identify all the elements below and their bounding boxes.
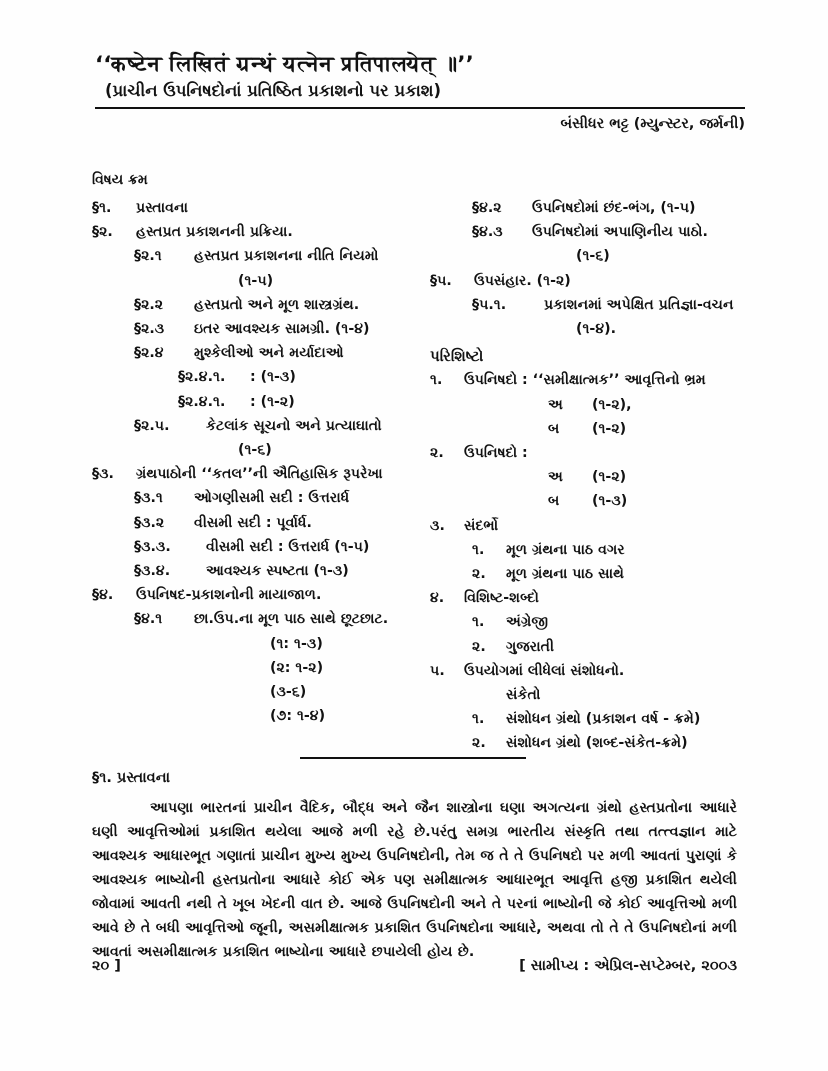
toc-entry-label: કેટલાંક સૂચનો અને પ્રત્યાઘાતો [206, 417, 382, 434]
toc-entry-number: ૧. [472, 541, 485, 558]
toc-entry-label: મૂળ ગ્રંથના પાઠ સાથે [506, 566, 624, 583]
toc-entry-number: §૩. [92, 466, 114, 483]
toc-entry [472, 635, 780, 659]
page-subtitle: (પ્રાચીન ઉપનિષદોનાં પ્રતિષ્ઠિત પ્રકાશનો પર પ્રકાશ) [105, 81, 442, 100]
toc-entry-label: આવશ્યક સ્પષ્ટતા (૧-૩) [206, 563, 349, 580]
toc-entry [548, 417, 780, 441]
footer-page-number: ૨૦ ] [92, 958, 121, 974]
toc-entry [548, 489, 780, 513]
toc-entry-number: §૩.૨ [134, 514, 165, 531]
toc-entry-number: §૨.૨ [134, 296, 164, 313]
toc-entry-number: ૫. [430, 662, 445, 679]
toc-entry-number: §૨.૪ [134, 345, 164, 362]
toc-entry [134, 414, 422, 438]
toc-entry-label: વીસમી સદી : ઉત્તરાર્ધ (૧-૫) [206, 538, 370, 555]
toc-entry-label: ગ્રંથપાઠોની ‘‘કતલ’’ની ઐતિહાસિક રૂપરેખા [136, 466, 383, 483]
toc-entry-label: ઉપસંહાર. (૧-૨) [474, 272, 571, 289]
toc-entry [516, 244, 780, 268]
toc-column-left [92, 196, 422, 728]
toc-entry-number: §૨.૩ [134, 321, 165, 338]
toc-entry-number: §૫.૧. [472, 296, 507, 313]
toc-entry-number: ૧. [430, 372, 443, 389]
toc-entry [430, 441, 780, 465]
toc-entry-number: અ [548, 469, 563, 486]
toc-entry-number: બ [548, 420, 560, 437]
toc-entry-number: §૨. [92, 224, 113, 241]
toc-entry [178, 269, 422, 293]
author-byline: બંસીધર ભટ્ટ (મ્યુન્સ્ટર, જર્મની) [560, 116, 745, 132]
toc-entry-label: અંગ્રેજી [506, 614, 549, 631]
appendix-heading: પરિશિષ્ટો [430, 347, 484, 366]
toc-entry-label: (૧-૩) [592, 493, 628, 510]
toc-entry [178, 390, 422, 414]
toc-entry-label: વિશિષ્ટ-શબ્દો [464, 590, 539, 607]
page-title: ‘‘कष्टेन लिखितं ग्रन्थं यत्नेन प्रतिपालयेत् ॥’’ [95, 52, 474, 77]
toc-entry-label: : (૧-૨) [250, 393, 295, 410]
toc-entry-label: (૧-૪). [576, 321, 616, 338]
toc-entry-number: §૨.૧ [134, 248, 162, 265]
section-divider [300, 757, 526, 759]
body-block [92, 770, 737, 964]
toc-entry [178, 438, 422, 462]
toc-entry [134, 559, 422, 583]
toc-entry-label: (૨: ૧-૨) [270, 659, 324, 676]
toc-entry-label: (૧-૨) [592, 469, 627, 486]
toc-entry-label: સંશોધન ગ્રંથો (શબ્દ-સંકેત-ક્રમે) [506, 735, 688, 752]
toc-entry [430, 586, 780, 610]
body-section-heading: §૧. પ્રસ્તાવના [92, 770, 171, 786]
toc-entry [210, 656, 422, 680]
toc-entry [92, 196, 422, 220]
toc-entry-number: §૪.૨ [472, 200, 502, 216]
toc-entry-number: §૩.૩. [134, 538, 171, 555]
toc-entry [134, 511, 422, 535]
toc-entry-number: §૨.૪.૧. [178, 393, 226, 410]
toc-entry-label: પ્રકાશનમાં અપેક્ષિત પ્રતિજ્ઞા-વચન [544, 296, 734, 313]
toc-entry [134, 486, 422, 510]
toc-entry-label: છા.ઉપ.ના મૂળ પાઠ સાથે છૂટછાટ. [194, 611, 389, 628]
toc-entry-label: : (૧-૩) [250, 369, 296, 386]
toc-entry [472, 538, 780, 562]
header-divider [95, 107, 745, 109]
toc-entry-label: ઉપનિષદો : ‘‘સમીક્ષાત્મક’’ આવૃત્તિનો ભ્રમ [464, 372, 706, 389]
toc-entry-label: ઉપનિષદોમાં અપાણિનીય પાઠો. [532, 224, 708, 241]
toc-entry-number: §૩.૪. [134, 563, 171, 580]
toc-entry-label: મૂળ ગ્રંથના પાઠ વગર [506, 541, 625, 558]
toc-entry-label: સંદર્ભો [464, 517, 499, 534]
toc-entry-label: ઇતર આવશ્યક સામગ્રી. (૧-૪) [194, 321, 370, 338]
toc-entry-number: ૧. [472, 711, 485, 728]
toc-entry-label: હસ્તપ્રત પ્રકાશનના નીતિ નિયમો [194, 248, 379, 265]
toc-column-right [430, 196, 780, 756]
toc-entry-number: §૩.૧ [134, 490, 163, 507]
toc-entry-label: હસ્તપ્રત પ્રકાશનની પ્રક્રિયા. [136, 224, 293, 241]
toc-entry-number: ૧. [472, 614, 485, 631]
toc-entry [134, 535, 422, 559]
toc-entry-number: §૫. [430, 272, 452, 289]
toc-entry [430, 514, 780, 538]
toc-entry [472, 683, 780, 707]
toc-entry [92, 583, 422, 607]
toc-entry-number: §૧. [92, 200, 112, 216]
toc-entry-label: (૧: ૧-૩) [270, 635, 323, 652]
toc-entry [92, 220, 422, 244]
toc-entry-label: વીસમી સદી : પૂર્વાર્ધ. [194, 514, 312, 531]
toc-entry-label: મુશ્કેલીઓ અને મર્યાદાઓ [194, 345, 344, 362]
toc-entry-label: (૭: ૧-૪) [270, 708, 326, 725]
toc-entry-label: (૧-૬) [576, 248, 610, 265]
toc-entry [430, 269, 780, 293]
page-footer [92, 958, 737, 974]
toc-entry-number: §૨.૪.૧. [178, 369, 226, 386]
toc-entry [178, 365, 422, 389]
toc-entry-number: §૪. [92, 587, 114, 604]
toc-entry-number: §૨.૫. [134, 417, 170, 434]
toc-entry-label: ઉપનિષદોમાં છંદ-ભંગ, (૧-૫) [532, 200, 696, 216]
toc-entry-number: બ [548, 493, 560, 510]
toc-entry [472, 610, 780, 634]
toc-entry-number: §૪.૩ [472, 224, 503, 241]
toc-entry [472, 196, 780, 220]
toc-entry-number: ૨. [430, 445, 444, 462]
toc-entry [210, 680, 422, 704]
toc-entry [548, 393, 780, 417]
toc-entry [134, 293, 422, 317]
toc-entry [516, 317, 780, 341]
toc-entry [472, 707, 780, 731]
toc-entry-label: પ્રસ્તાવના [136, 200, 188, 216]
toc-entry-label: (૧-૨), [592, 396, 632, 413]
body-paragraph: આપણા ભારતનાં પ્રાચીન વૈદિક, બૌદ્ધ અને જૈન શાસ્ત્રોના ઘણા અગત્યના ગ્રંથો હસ્તપ્રતોના આધારે ઘણી આવૃત્તિઓમાં પ્રકાશિત થયેલા આજે મળી રહે છે.પરંતુ સમગ્ર ભારતીય સંસ્કૃતિ તથા તત્ત્વજ્ઞાન માટે આવશ્યક આધારભૂત ગણાતાં પ્રાચીન મુખ્ય મુખ્ય ઉપનિષદોની, તેમ જ તે તે ઉપનિષદો પર મળી આવતાં પુરાણાં કે આવશ્યક ભાષ્યોની હસ્તપ્રતોના આધારે કોઈ એક પણ સમીક્ષાત્મક આધારભૂત આવૃત્તિ હજી પ્રકાશિત થયેલી જોવામાં આવતી નથી તે ખૂબ ખેદની વાત છે. આજે ઉપનિષદોની અને તે પરનાં ભાષ્યોની જે કોઈ આવૃત્તિઓ મળી આવે છે તે બધી આવૃત્તિઓ જૂની, અસમીક્ષાત્મક પ્રકાશિત ઉપનિષદોના આધારે, અથવા તો તે તે ઉપનિષદોનાં મળી આવતાં અસમીક્ષાત્મક પ્રકાશિત ભાષ્યોના આધારે છપાયેલી હોય છે. [92, 800, 737, 960]
toc-entry-number: ૨. [472, 566, 486, 583]
toc-entry [134, 341, 422, 365]
toc-entry-label: (૧-૨) [592, 420, 627, 437]
page-header [0, 52, 828, 132]
toc-entry-number: ૩. [430, 517, 445, 534]
toc-entry [472, 562, 780, 586]
toc-entry-label: (૧-૫) [238, 272, 274, 289]
toc-entry [210, 632, 422, 656]
toc-entry [430, 659, 780, 683]
toc-entry-label: ઉપનિષદો : [464, 445, 528, 462]
toc-entry-number: §૪.૧ [134, 611, 163, 628]
toc-label: વિષય ક્રમ [92, 172, 148, 188]
toc-entry-label: ગુજરાતી [506, 638, 555, 655]
toc-entry-number: અ [548, 396, 563, 413]
toc-entry-label: ઓગણીસમી સદી : ઉત્તરાર્ધ [194, 490, 350, 507]
toc-entry-label: (૧-૬) [238, 442, 272, 459]
toc-entry [472, 220, 780, 244]
toc-entry [472, 293, 780, 317]
toc-entry [134, 244, 422, 268]
toc-entry-label: સંકેતો [506, 687, 541, 704]
toc-entry [548, 465, 780, 489]
toc-entry [92, 462, 422, 486]
toc-entry-label: ઉપનિષદ-પ્રકાશનોની માયાજાળ. [136, 587, 322, 604]
toc-entry-label: ઉપયોગમાં લીધેલાં સંશોધનો. [464, 662, 625, 679]
toc-entry [134, 607, 422, 631]
toc-entry [134, 317, 422, 341]
toc-entry-label: સંશોધન ગ્રંથો (પ્રકાશન વર્ષ - ક્રમે) [506, 711, 701, 728]
toc-entry-label: હસ્તપ્રતો અને મૂળ શાસ્ત્રગ્રંથ. [194, 296, 360, 313]
toc-entry-number: ૨. [472, 735, 486, 752]
toc-entry-number: ૪. [430, 590, 445, 607]
toc-entry-number: ૨. [472, 638, 486, 655]
toc-entry [210, 704, 422, 728]
toc-entry [472, 731, 780, 755]
toc-entry [430, 368, 780, 392]
toc-entry-label: (૩-૬) [270, 684, 307, 701]
footer-journal-info: [ સામીપ્ય : એપ્રિલ-સપ્ટેમ્બર, ૨૦૦૩ [519, 958, 737, 974]
